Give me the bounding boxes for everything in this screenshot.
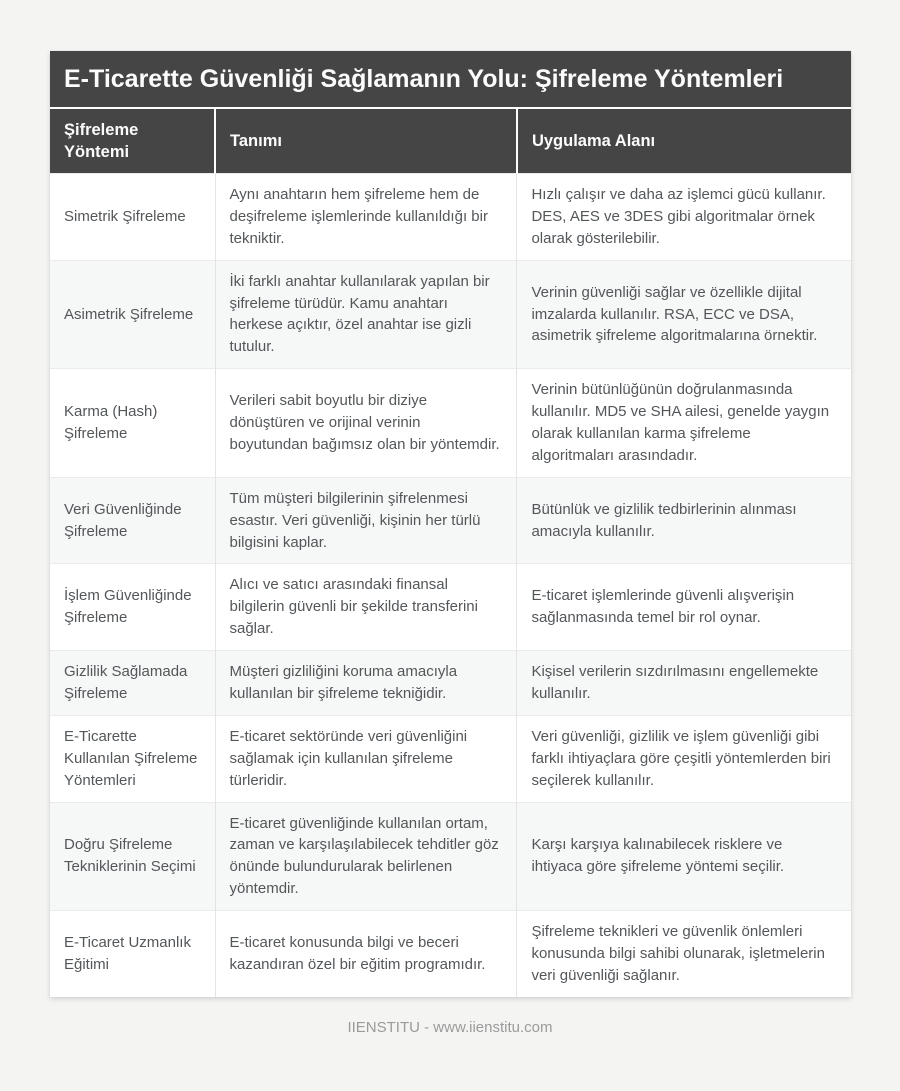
cell-method: Gizlilik Sağlamada Şifreleme [50,651,215,716]
cell-definition: E-ticaret güvenliğinde kullanılan ortam, zaman ve karşılaşılabilecek tehditler göz önünde bulundurularak belirlenen yöntemdir. [215,802,517,911]
cell-application: Veri güvenliği, gizlilik ve işlem güvenliği gibi farklı ihtiyaçlara göre çeşitli yöntemlerden biri seçilerek kullanılır. [517,715,851,802]
table-row [50,174,851,261]
table-row [50,651,851,716]
table-row [50,911,851,997]
cell-application: Karşı karşıya kalınabilecek risklere ve ihtiyaca göre şifreleme yöntemi seçilir. [517,802,851,911]
cell-definition: Tüm müşteri bilgilerinin şifrelenmesi esastır. Veri güvenliği, kişinin her türlü bilgisini kaplar. [215,477,517,564]
cell-definition: E-ticaret sektöründe veri güvenliğini sağlamak için kullanılan şifreleme türleridir. [215,715,517,802]
page-title: E-Ticarette Güvenliği Sağlamanın Yolu: Şifreleme Yöntemleri [50,51,851,109]
table-row [50,715,851,802]
cell-application: Bütünlük ve gizlilik tedbirlerinin alınması amacıyla kullanılır. [517,477,851,564]
cell-method: Simetrik Şifreleme [50,174,215,261]
cell-method: E-Ticaret Uzmanlık Eğitimi [50,911,215,997]
table-header [50,109,851,174]
cell-method: İşlem Güvenliğinde Şifreleme [50,564,215,651]
cell-definition: Aynı anahtarın hem şifreleme hem de deşifreleme işlemlerinde kullanıldığı bir tekniktir. [215,174,517,261]
encryption-methods-table [50,109,851,997]
cell-definition: İki farklı anahtar kullanılarak yapılan bir şifreleme türüdür. Kamu anahtarı herkese açıktır, özel anahtar ise gizli tutulur. [215,260,517,369]
cell-method: E-Ticarette Kullanılan Şifreleme Yöntemleri [50,715,215,802]
cell-definition: Müşteri gizliliğini koruma amacıyla kullanılan bir şifreleme tekniğidir. [215,651,517,716]
column-header-application: Uygulama Alanı [517,109,851,174]
header-row [50,109,851,174]
cell-application: Hızlı çalışır ve daha az işlemci gücü kullanır. DES, AES ve 3DES gibi algoritmalar örnek olarak gösterilebilir. [517,174,851,261]
column-header-method: Şifreleme Yöntemi [50,109,215,174]
column-header-definition: Tanımı [215,109,517,174]
encryption-table-card [50,51,851,997]
cell-method: Veri Güvenliğinde Şifreleme [50,477,215,564]
cell-definition: E-ticaret konusunda bilgi ve beceri kazandıran özel bir eğitim programıdır. [215,911,517,997]
cell-application: Şifreleme teknikleri ve güvenlik önlemleri konusunda bilgi sahibi olunarak, işletmelerin veri güvenliği sağlanır. [517,911,851,997]
cell-method: Doğru Şifreleme Tekniklerinin Seçimi [50,802,215,911]
table-row [50,369,851,478]
footer-attribution: IIENSTITU - www.iienstitu.com [347,1019,553,1036]
table-body [50,174,851,997]
cell-definition: Alıcı ve satıcı arasındaki finansal bilgilerin güvenli bir şekilde transferini sağlar. [215,564,517,651]
table-row [50,564,851,651]
table-row [50,802,851,911]
cell-application: Verinin bütünlüğünün doğrulanmasında kullanılır. MD5 ve SHA ailesi, genelde yaygın olarak kullanılan karma şifreleme algoritmaları arasındadır. [517,369,851,478]
table-row [50,477,851,564]
cell-application: Verinin güvenliği sağlar ve özellikle dijital imzalarda kullanılır. RSA, ECC ve DSA, asimetrik şifreleme algoritmalarına örnektir. [517,260,851,369]
cell-definition: Verileri sabit boyutlu bir diziye dönüştüren ve orijinal verinin boyutundan bağımsız olan bir yöntemdir. [215,369,517,478]
cell-application: Kişisel verilerin sızdırılmasını engellemekte kullanılır. [517,651,851,716]
table-row [50,260,851,369]
cell-method: Karma (Hash) Şifreleme [50,369,215,478]
cell-method: Asimetrik Şifreleme [50,260,215,369]
cell-application: E-ticaret işlemlerinde güvenli alışverişin sağlanmasında temel bir rol oynar. [517,564,851,651]
